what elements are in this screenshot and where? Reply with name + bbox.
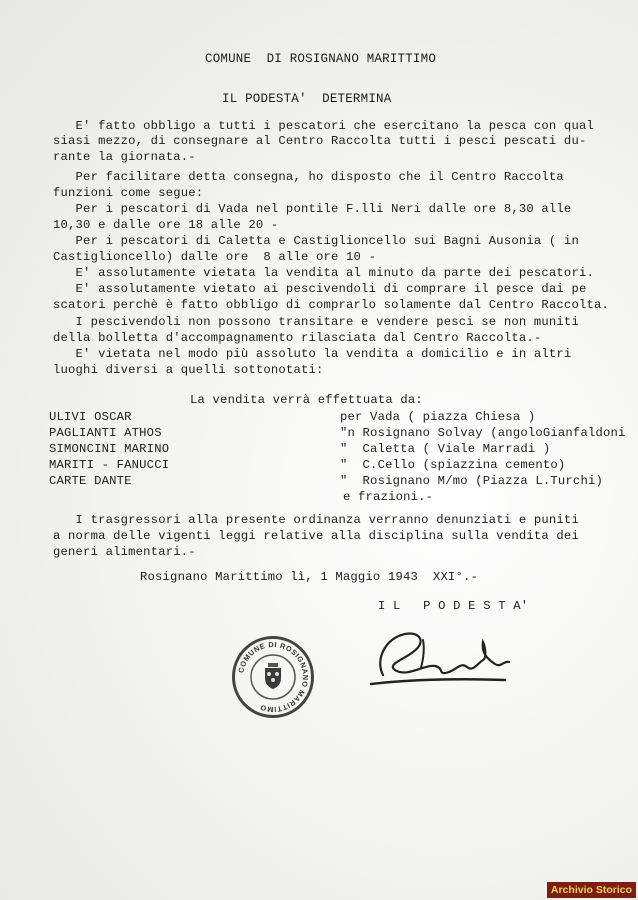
body-line: luoghi diversi a quelli sottonotati: <box>53 363 324 377</box>
body-line: E' assolutamente vietato ai pescivendoli di comprare il pesce dai pe <box>53 282 587 296</box>
coat-of-arms-icon <box>265 663 281 689</box>
vendors-extra: e frazioni.- <box>343 490 434 504</box>
body-line: siasi mezzo, di consegnare al Centro Raccolta tutti i pesci pescati du- <box>53 134 587 148</box>
vendor-name: PAGLIANTI ATHOS <box>49 426 162 440</box>
body-line: funzioni come segue: <box>53 186 204 200</box>
body-line: scatori perchè è fatto obbligo di comprarlo solamente dal Centro Raccolta. <box>53 298 610 312</box>
body-line: 10,30 e dalle ore 18 alle 20 - <box>53 218 279 232</box>
podesta-signature <box>365 620 515 695</box>
vendita-heading: La vendita verrà effettuata da: <box>190 393 423 407</box>
stamp-text: COMUNE DI ROSIGNANO MARITTIMO <box>236 639 311 715</box>
body-line: Per i pescatori di Caletta e Castiglioncello sui Bagni Ausonia ( in <box>53 234 579 248</box>
vendor-name: MARITI - FANUCCI <box>49 458 170 472</box>
header-determina: IL PODESTA' DETERMINA <box>222 92 392 106</box>
closing-line: I trasgressori alla presente ordinanza verranno denunziati e puniti <box>53 513 579 527</box>
vendor-place: " Rosignano M/mo (Piazza L.Turchi) <box>340 474 603 488</box>
body-line: E' assolutamente vietata la vendita al minuto da parte dei pescatori. <box>53 266 594 280</box>
body-line: I pescivendoli non possono transitare e vendere pesci se non muniti <box>53 315 579 329</box>
body-line: rante la giornata.- <box>53 150 196 164</box>
municipal-stamp <box>232 636 314 718</box>
body-line: E' fatto obbligo a tutti i pescatori che esercitano la pesca con qual <box>53 119 594 133</box>
body-line: E' vietata nel modo più assoluto la vendita a domicilio e in altri <box>53 347 572 361</box>
body-line: Per i pescatori di Vada nel pontile F.lli Neri dalle ore 8,30 alle <box>53 202 572 216</box>
vendor-name: SIMONCINI MARINO <box>49 442 170 456</box>
vendor-name: CARTE DANTE <box>49 474 132 488</box>
vendor-place: " Caletta ( Viale Marradi ) <box>340 442 551 456</box>
vendor-place: per Vada ( piazza Chiesa ) <box>340 410 536 424</box>
archive-watermark: Archivio Storico <box>547 882 636 898</box>
vendor-place: " C.Cello (spiazzina cemento) <box>340 458 566 472</box>
date-line: Rosignano Marittimo lì, 1 Maggio 1943 XXI°.- <box>140 570 479 584</box>
closing-line: a norma delle vigenti leggi relative alla disciplina sulla vendita dei <box>53 529 579 543</box>
vendor-place: "n Rosignano Solvay (angoloGianfaldoni <box>340 426 626 440</box>
body-line: della bolletta d'accompagnamento rilasciata dal Centro Raccolta.- <box>53 331 542 345</box>
vendor-name: ULIVI OSCAR <box>49 410 132 424</box>
signature-title: I L P O D E S T A' <box>378 599 529 613</box>
body-line: Castiglioncello) dalle ore 8 alle ore 10 - <box>53 250 377 264</box>
body-line: Per facilitare detta consegna, ho disposto che il Centro Raccolta <box>53 170 564 184</box>
closing-line: generi alimentari.- <box>53 545 196 559</box>
header-comune: COMUNE DI ROSIGNANO MARITTIMO <box>205 52 437 66</box>
